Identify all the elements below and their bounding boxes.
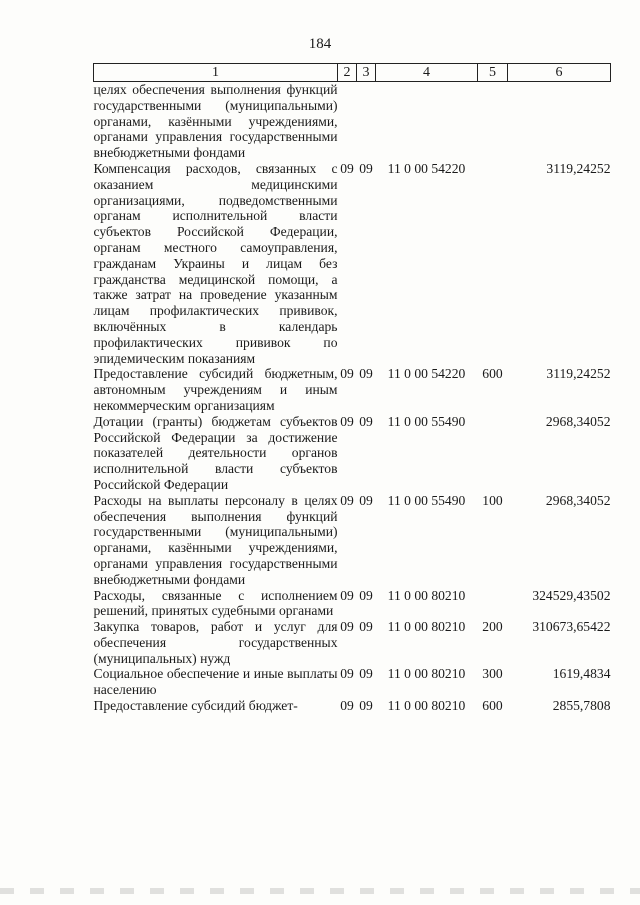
row-subsection: 09: [359, 587, 373, 603]
row-name: Закупка товаров, работ и услуг для обеспечения государственных (муниципальных) нужд: [93, 619, 338, 666]
row-name: Расходы, связанные с исполнением решений, принятых судебными органами: [93, 587, 338, 619]
row-subsection: 09: [359, 492, 373, 508]
scan-edge-artifact: [0, 888, 640, 894]
table-row: [94, 619, 611, 666]
row-expense-type: 600: [482, 698, 503, 714]
row-name: Компенсация расходов, связанных с оказанием медицинскими организациями, подведомственными органам исполнительной власти субъектов Российской Федерации, органам местного самоуправления, гражданам Украины и лицам без гражданства медицинской помощи, а также затрат на проведение указанным лицам профилактических прививок, включённых в календарь профилактических прививок по эпидемическим показаниям: [93, 160, 338, 366]
row-target-code: 11 0 00 55490: [387, 413, 466, 429]
row-name: целях обеспечения выполнения функций государственными (муниципальными) органами, казёнными учреждениями, органами управления государственными внебюджетными фондами: [93, 82, 338, 161]
row-section: 09: [340, 587, 354, 603]
row-expense-type: 600: [482, 366, 503, 382]
row-subsection: 09: [359, 619, 373, 635]
row-name: Предоставление субсидий бюджетным, автономным учреждениям и иным некоммерческим организациям: [93, 366, 338, 413]
row-name: Предоставление субсидий бюджет-: [93, 698, 298, 714]
page-number: 184: [308, 36, 332, 52]
table-row: [94, 493, 611, 588]
row-amount: 324529,43502: [532, 587, 611, 603]
table-row: [94, 366, 611, 413]
column-header: 4: [376, 64, 478, 82]
row-section: 09: [340, 666, 354, 682]
column-header: 2: [338, 64, 357, 82]
row-subsection: 09: [359, 698, 373, 714]
row-subsection: 09: [359, 413, 373, 429]
column-header: 3: [357, 64, 376, 82]
row-section: 09: [340, 160, 354, 176]
column-header: 1: [94, 64, 338, 82]
row-amount: 3119,24252: [546, 366, 611, 382]
row-target-code: 11 0 00 80210: [387, 666, 466, 682]
row-target-code: 11 0 00 80210: [387, 619, 466, 635]
row-amount: 310673,65422: [532, 619, 611, 635]
table-row: [94, 161, 611, 366]
row-target-code: 11 0 00 54220: [387, 366, 466, 382]
row-name: Социальное обеспечение и иные выплаты населению: [93, 666, 338, 698]
row-subsection: 09: [359, 160, 373, 176]
table-row: [94, 414, 611, 493]
row-target-code: 11 0 00 80210: [387, 587, 466, 603]
row-section: [338, 82, 357, 161]
row-expense-type: [478, 161, 508, 366]
row-amount: 3119,24252: [546, 160, 611, 176]
row-target-code: 11 0 00 55490: [387, 492, 466, 508]
row-section: 09: [340, 698, 354, 714]
row-expense-type: [478, 414, 508, 493]
row-expense-type: [478, 588, 508, 620]
table-row: [94, 666, 611, 698]
row-subsection: 09: [359, 366, 373, 382]
table-row: [94, 82, 611, 161]
table-header-row: [94, 64, 611, 82]
row-section: 09: [340, 492, 354, 508]
row-section: 09: [340, 366, 354, 382]
row-expense-type: 100: [482, 492, 503, 508]
row-section: 09: [340, 413, 354, 429]
column-header: 6: [508, 64, 611, 82]
row-expense-type: [478, 82, 508, 161]
row-name: Дотации (гранты) бюджетам субъектов Российской Федерации за достижение показателей деятельности органов исполнительной власти субъектов Российской Федерации: [93, 413, 338, 492]
row-amount: 1619,4834: [552, 666, 611, 682]
row-amount: 2968,34052: [545, 492, 611, 508]
row-target-code: 11 0 00 80210: [387, 698, 466, 714]
row-name: Расходы на выплаты персоналу в целях обеспечения выполнения функций государственными (муниципальными) органами, казёнными учреждениями, органами управления государственными внебюджетными фондами: [93, 492, 338, 587]
row-amount: 2968,34052: [545, 413, 611, 429]
row-subsection: [357, 82, 376, 161]
column-header: 5: [478, 64, 508, 82]
row-expense-type: 200: [482, 619, 503, 635]
row-target-code: [376, 82, 478, 161]
table-row: [94, 588, 611, 620]
row-amount: [508, 82, 611, 161]
budget-table: [93, 63, 611, 714]
row-section: 09: [340, 619, 354, 635]
row-target-code: 11 0 00 54220: [387, 160, 466, 176]
row-amount: 2855,7808: [552, 698, 611, 714]
row-expense-type: 300: [482, 666, 503, 682]
table-row: [94, 698, 611, 714]
row-subsection: 09: [359, 666, 373, 682]
